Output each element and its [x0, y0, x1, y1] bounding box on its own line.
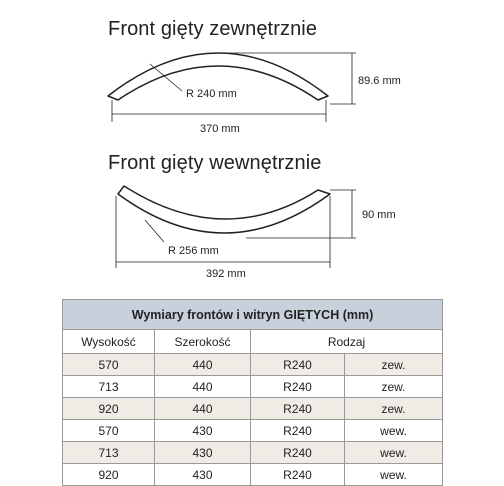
- table-row: [63, 464, 443, 486]
- cell-kind: zew.: [345, 398, 443, 420]
- cell-height: 570: [63, 354, 155, 376]
- outer-diagram-title: Front gięty zewnętrznie: [108, 18, 318, 40]
- inner-radius-label: R 256 mm: [168, 245, 219, 257]
- table-row: [63, 442, 443, 464]
- cell-height: 713: [63, 376, 155, 398]
- outer-arc-diagram: [108, 53, 401, 135]
- cell-radius: R240: [251, 398, 345, 420]
- table-row: [63, 376, 443, 398]
- inner-arc-diagram: [116, 186, 396, 280]
- header-width: Szerokość: [155, 330, 251, 354]
- cell-height: 920: [63, 398, 155, 420]
- inner-height-label: 90 mm: [362, 209, 396, 221]
- outer-height-label: 89.6 mm: [358, 75, 401, 87]
- cell-width: 430: [155, 442, 251, 464]
- inner-diagram-title: Front gięty wewnętrznie: [108, 152, 322, 174]
- cell-kind: wew.: [345, 464, 443, 486]
- inner-width-label: 392 mm: [206, 268, 246, 280]
- cell-kind: zew.: [345, 376, 443, 398]
- cell-kind: wew.: [345, 442, 443, 464]
- header-type: Rodzaj: [251, 330, 443, 354]
- outer-radius-label: R 240 mm: [186, 88, 237, 100]
- cell-height: 570: [63, 420, 155, 442]
- outer-width-label: 370 mm: [200, 123, 240, 135]
- cell-radius: R240: [251, 442, 345, 464]
- cell-radius: R240: [251, 354, 345, 376]
- cell-width: 440: [155, 376, 251, 398]
- header-height: Wysokość: [63, 330, 155, 354]
- table-caption: Wymiary frontów i witryn GIĘTYCH (mm): [63, 300, 443, 330]
- cell-kind: zew.: [345, 354, 443, 376]
- inner-radius-leader: [145, 220, 164, 242]
- cell-height: 713: [63, 442, 155, 464]
- cell-kind: wew.: [345, 420, 443, 442]
- table-row: [63, 398, 443, 420]
- table-row: [63, 420, 443, 442]
- cell-width: 440: [155, 354, 251, 376]
- cell-width: 440: [155, 398, 251, 420]
- table-row: [63, 354, 443, 376]
- cell-height: 920: [63, 464, 155, 486]
- dimensions-table: [62, 299, 443, 486]
- cell-radius: R240: [251, 376, 345, 398]
- cell-radius: R240: [251, 464, 345, 486]
- cell-width: 430: [155, 464, 251, 486]
- cell-width: 430: [155, 420, 251, 442]
- cell-radius: R240: [251, 420, 345, 442]
